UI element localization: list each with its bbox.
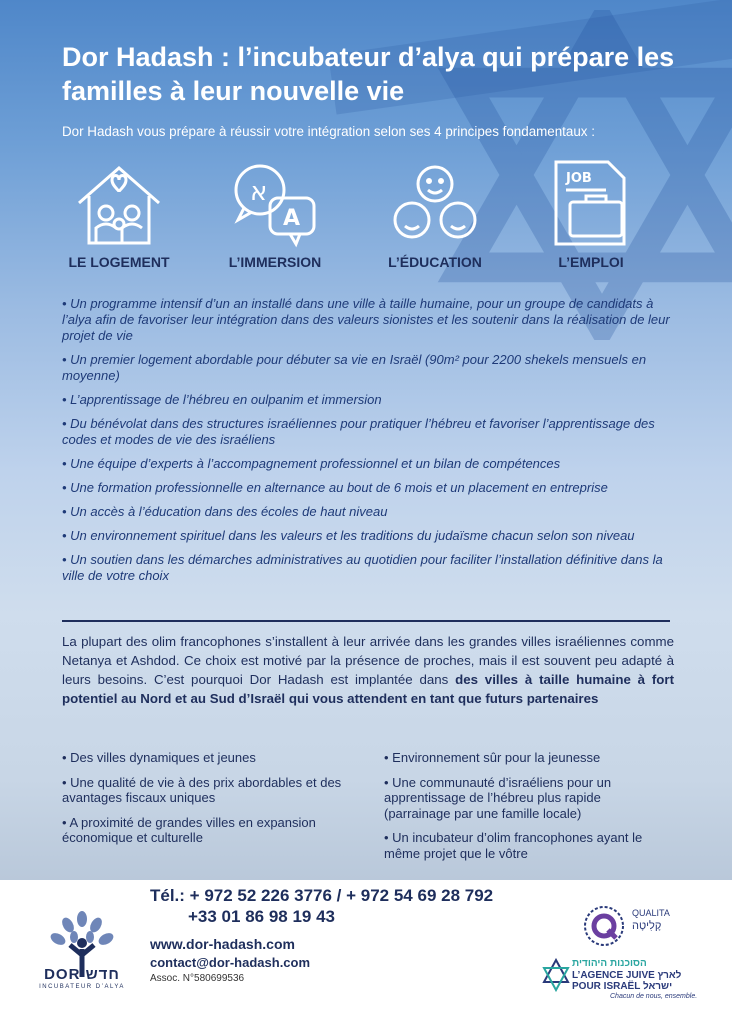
phone-number-france[interactable]: +33 01 86 98 19 43 bbox=[188, 907, 335, 926]
list-item: • Une communauté d’israéliens pour un apprentissage de l’hébreu plus rapide (parrainage par une famille locale) bbox=[384, 774, 612, 821]
list-item: • A proximité de grandes villes en expansion économique et culturelle bbox=[62, 814, 316, 845]
qualita-hebrew: קָלִיטָה bbox=[632, 920, 662, 932]
contact-footer bbox=[0, 880, 732, 1024]
translation-bubbles-icon bbox=[230, 158, 320, 248]
svg-text:A: A bbox=[283, 206, 301, 231]
principles-row bbox=[60, 150, 680, 270]
list-item: • Une équipe d’experts à l’accompagnement professionnel et un bilan de compétences bbox=[62, 456, 561, 471]
program-bullet-list bbox=[62, 296, 674, 592]
job-briefcase-icon bbox=[546, 158, 636, 248]
list-item: • Des villes dynamiques et jeunes bbox=[62, 750, 256, 765]
agency-tagline: Chacun de nous, ensemble. bbox=[610, 993, 698, 1000]
list-item: • Un premier logement abordable pour débuter sa vie en Israël (90m² pour 2200 shekels mensuels en moyenne) bbox=[62, 352, 647, 383]
agency-name-line1: L’AGENCE JUIVE לארץ bbox=[572, 970, 682, 981]
svg-text:JOB: JOB bbox=[566, 171, 592, 186]
list-item: • Du bénévolat dans des structures israéliennes pour pratiquer l’hébreu et favoriser l’apprentissage des codes et modes de vie des israéliens bbox=[62, 416, 655, 447]
intro-text: Dor Hadash vous prépare à réussir votre intégration selon ses 4 principes fondamentaux : bbox=[62, 124, 595, 139]
list-item: • L’apprentissage de l’hébreu en oulpanim et immersion bbox=[62, 392, 382, 407]
agency-name-line2: POUR ISRAËL ישראל bbox=[572, 981, 673, 992]
principle-label-education: L’ÉDUCATION bbox=[388, 254, 482, 270]
association-number: Assoc. N°580699536 bbox=[150, 973, 245, 984]
house-family-icon bbox=[74, 158, 164, 248]
cities-paragraph bbox=[62, 632, 674, 708]
advantages-right bbox=[384, 750, 670, 870]
phone-numbers[interactable]: Tél.: + 972 52 226 3776 / + 972 54 69 28 792 bbox=[150, 886, 494, 905]
paragraph-text: La plupart des olim francophones s’installent à leur arrivée dans les grandes villes israéliennes comme Netanya et Ashdod. Ce choix est motivé par la présence de proches, mais il est souvent peu adapté à leurs besoins. C’est pourquoi Dor Hadash est implantée dans bbox=[62, 634, 674, 687]
principle-label-immersion: L’IMMERSION bbox=[228, 254, 322, 270]
svg-text:א: א bbox=[250, 177, 268, 207]
list-item: • Une formation professionnelle en alternance au bout de 6 mois et un placement en entreprise bbox=[62, 480, 608, 495]
qualita-label: QUALITA bbox=[632, 908, 670, 918]
logo-name: DOR חדש bbox=[44, 966, 120, 983]
advantages-left bbox=[62, 750, 348, 855]
list-item: • Un programme intensif d’un an installé dans une ville à taille humaine, pour un groupe de candidats à l’alya afin de favoriser leur intégration dans des valeurs sionistes et les soutenir dans la réalisation de leur projet de vie bbox=[62, 296, 670, 343]
page-title: Dor Hadash : l’incubateur d’alya qui prépare les familles à leur nouvelle vie bbox=[62, 42, 675, 106]
website-link[interactable]: www.dor-hadash.com bbox=[150, 936, 295, 952]
agency-hebrew: הסוכנות היהודית bbox=[572, 958, 647, 969]
principle-label-emploi: L’EMPLOI bbox=[558, 254, 624, 270]
list-item: • Environnement sûr pour la jeunesse bbox=[384, 750, 601, 765]
section-divider bbox=[62, 620, 670, 622]
list-item: • Un incubateur d’olim francophones ayant le même projet que le vôtre bbox=[384, 830, 643, 861]
paragraph-emphasis: des villes à taille humaine à fort potentiel au Nord et au Sud d’Israël qui vous attendent en tant que futurs partenaires bbox=[62, 672, 674, 706]
email-link[interactable]: contact@dor-hadash.com bbox=[150, 955, 311, 970]
list-item: • Un environnement spirituel dans les valeurs et les traditions du judaïsme chacun selon son niveau bbox=[62, 528, 635, 543]
logo-tagline: INCUBATEUR D’ALYA bbox=[39, 984, 125, 990]
list-item: • Une qualité de vie à des prix abordables et des avantages fiscaux uniques bbox=[62, 774, 342, 805]
children-faces-icon bbox=[390, 158, 480, 248]
list-item: • Un accès à l’éducation dans des écoles de haut niveau bbox=[62, 504, 388, 519]
list-item: • Un soutien dans les démarches administratives au quotidien pour faciliter l’installation définitive dans la ville de votre choix bbox=[62, 552, 663, 583]
principle-label-logement: LE LOGEMENT bbox=[68, 254, 170, 270]
